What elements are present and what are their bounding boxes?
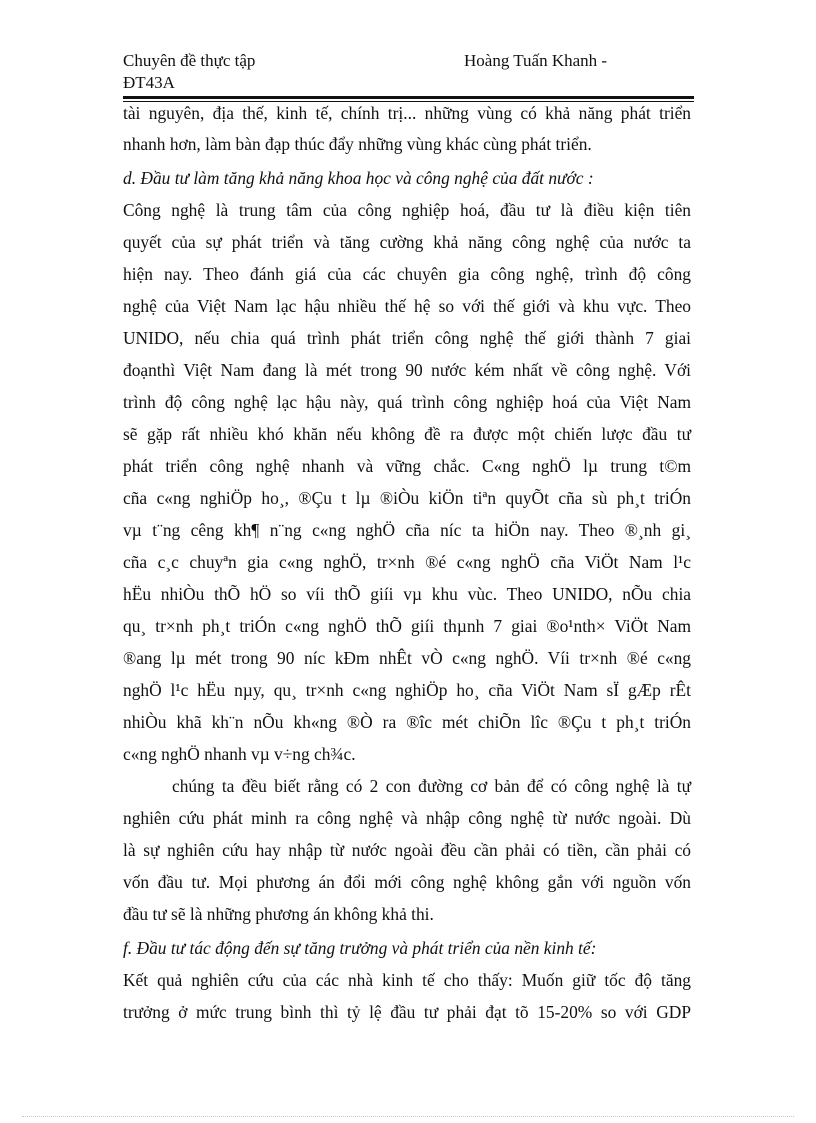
body-line: trưởng ở mức trung bình thì tỷ lệ đầu tư phải đạt tõ 15-20% so với GDP — [123, 1002, 691, 1022]
body-line: tài nguyên, địa thế, kinh tế, chính trị... những vùng có khả năng phát triển — [123, 103, 691, 123]
header-author: Hoàng Tuấn Khanh - — [464, 51, 608, 70]
body-line: UNIDO, nếu chia quá trình phát triển công nghệ thế giới thành 7 giai — [123, 328, 691, 348]
body-line: đầu tư sẽ là những phương án không khả thi. — [123, 904, 434, 924]
body-line: quyết của sự phát triển và tăng cường khả năng công nghệ của nước ta — [123, 232, 691, 252]
garbled-line: nghÖ l¹c hËu nµy, qu¸ tr×nh c«ng nghiÖp ho¸ cña ViÖt Nam sÏ gÆp rÊt — [123, 680, 691, 700]
garbled-line: c«ng nghÖ nhanh vµ v÷ng ch¾c. — [123, 744, 356, 764]
body-line: là sự nghiên cứu hay nhập từ nước ngoài đều cần phải có tiền, cần phải có — [123, 840, 691, 860]
body-line: Kết quả nghiên cứu của các nhà kinh tế cho thấy: Muốn giữ tốc độ tăng — [123, 970, 691, 990]
garbled-line: qu¸ tr×nh ph¸t triÓn c«ng nghÖ thÕ giíi thµnh 7 giai ®o¹nth× ViÖt Nam — [123, 616, 691, 636]
page-header — [123, 50, 693, 96]
garbled-line: nhiÒu khã kh¨n nÕu kh«ng ®Ò ra ®îc mét chiÕn lîc ®Çu t ph¸t triÓn — [123, 712, 691, 732]
garbled-line: vµ t¨ng cêng kh¶ n¨ng c«ng nghÖ cña níc ta hiÖn nay. Theo ®¸nh gi¸ — [123, 520, 691, 540]
garbled-line: cña c¸c chuyªn gia c«ng nghÖ, tr×nh ®é c«ng nghÖ cña ViÖt Nam l¹c — [123, 552, 691, 572]
body-line: nghệ của Việt Nam lạc hậu nhiều thế hệ so với thế giới và khu vực. Theo — [123, 296, 691, 316]
header-rule-thick — [123, 96, 694, 99]
section-heading-f: f. Đầu tư tác động đến sự tăng trưởng và phát triển của nền kinh tế: — [123, 938, 597, 958]
garbled-line: hËu nhiÒu thÕ hÖ so víi thÕ giíi vµ khu vùc. Theo UNIDO, nÕu chia — [123, 584, 691, 604]
body-line: hiện nay. Theo đánh giá của các chuyên gia công nghệ, trình độ công — [123, 264, 691, 284]
body-line: nghiên cứu phát minh ra công nghệ và nhập công nghệ từ nước ngoài. Dù — [123, 808, 691, 828]
page-bottom-border — [22, 1116, 794, 1117]
garbled-line: ®ang lµ mét trong 90 níc kÐm nhÊt vÒ c«ng nghÖ. Víi tr×nh ®é c«ng — [123, 648, 691, 668]
body-line: đoạnthì Việt Nam đang là mét trong 90 nước kém nhất về công nghệ. Với — [123, 360, 691, 380]
body-line: nhanh hơn, làm bàn đạp thúc đẩy những vùng khác cùng phát triển. — [123, 134, 592, 154]
paragraph-first-line: chúng ta đều biết rằng có 2 con đường cơ bản để có công nghệ là tự — [172, 776, 691, 796]
body-line: sẽ gặp rất nhiều khó khăn nếu không đề ra được một chiến lược đầu tư — [123, 424, 691, 444]
body-line: vốn đầu tư. Mọi phương án đổi mới công nghệ không gắn với nguồn vốn — [123, 872, 691, 892]
body-line: Công nghệ là trung tâm của công nghiệp hoá, đầu tư là điều kiện tiên — [123, 200, 691, 220]
garbled-line: cña c«ng nghiÖp ho¸, ®Çu t lµ ®iÒu kiÖn tiªn quyÕt cña sù ph¸t triÓn — [123, 488, 691, 508]
body-line: trình độ công nghệ lạc hậu này, quá trình công nghiệp hoá của Việt Nam — [123, 392, 691, 412]
body-line: phát triển công nghệ nhanh và vững chắc. C«ng nghÖ lµ trung t©m — [123, 456, 691, 476]
header-class-code: ĐT43A — [123, 73, 175, 92]
header-document-title: Chuyên đề thực tập — [123, 51, 256, 70]
section-heading-d: d. Đầu tư làm tăng khả năng khoa học và công nghệ của đất nước : — [123, 168, 594, 188]
